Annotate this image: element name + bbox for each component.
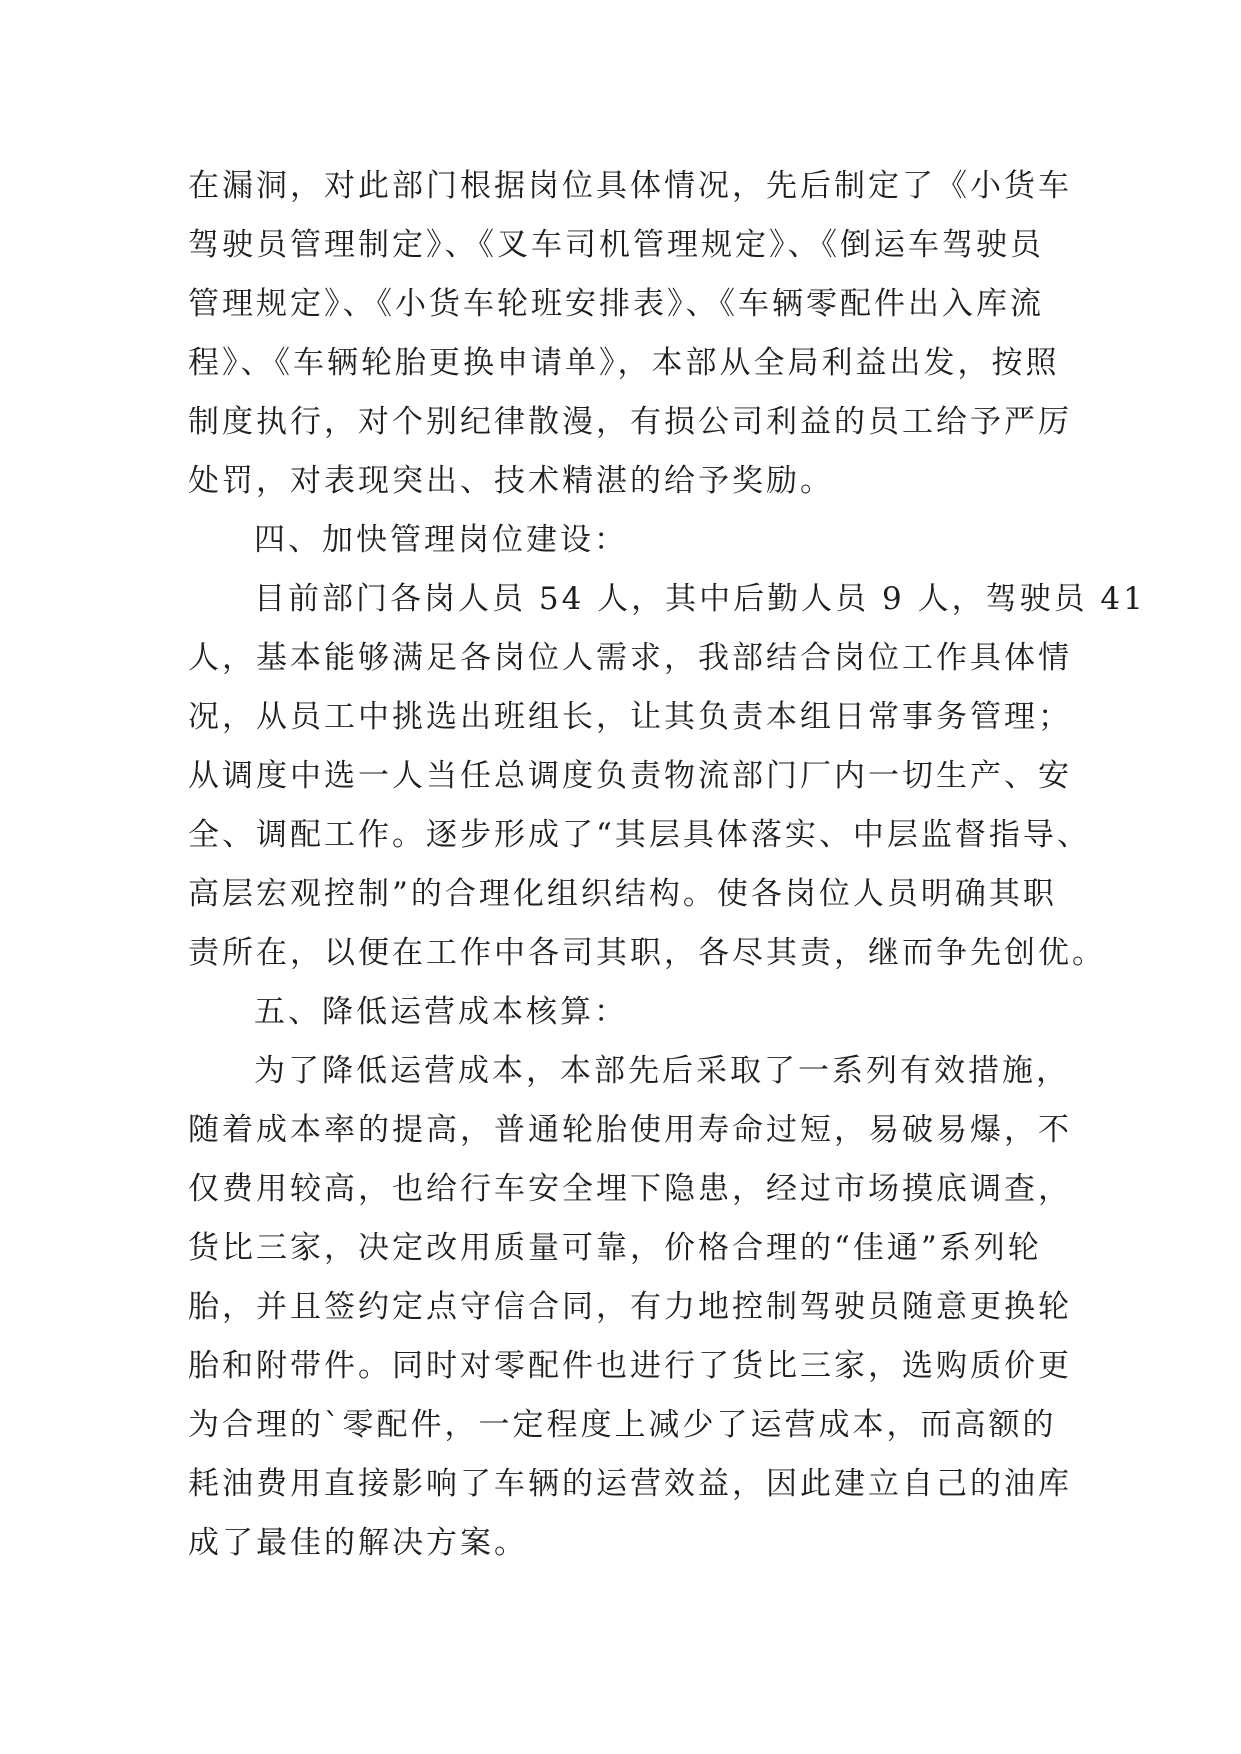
text-line: 管理规定》、《小货车轮班安排表》、《车辆零配件出入库流 (188, 286, 1044, 322)
text-line: 在漏洞，对此部门根据岗位具体情况，先后制定了《小货车 (188, 168, 1072, 204)
text-line: 货比三家，决定改用质量可靠，价格合理的“佳通”系列轮 (188, 1230, 1042, 1266)
text-line: 从调度中选一人当任总调度负责物流部门厂内一切生产、安 (188, 758, 1072, 794)
text-line: 责所在，以便在工作中各司其职，各尽其责，继而争先创优。 (188, 935, 1106, 971)
text-line: 处罚，对表现突出、技术精湛的给予奖励。 (188, 463, 834, 499)
text-line: 程》、《车辆轮胎更换申请单》，本部从全局利益出发，按照 (188, 345, 1060, 381)
text-line: 全、调配工作。逐步形成了“其层具体落实、中层监督指导、 (188, 817, 1091, 853)
text-line: 随着成本率的提高，普通轮胎使用寿命过短，易破易爆，不 (188, 1112, 1072, 1148)
text-line: 胎，并且签约定点守信合同，有力地控制驾驶员随意更换轮 (188, 1289, 1072, 1325)
text-line: 目前部门各岗人员 54 人，其中后勤人员 9 人，驾驶员 41 (254, 581, 1146, 617)
text-line: 耗油费用直接影响了车辆的运营效益，因此建立自己的油库 (188, 1466, 1072, 1502)
body-text (188, 157, 1146, 1573)
text-line: 仅费用较高，也给行车安全埋下隐患，经过市场摸底调查， (188, 1171, 1072, 1207)
text-line: 为了降低运营成本，本部先后采取了一系列有效措施， (254, 1053, 1070, 1089)
text-line: 人，基本能够满足各岗位人需求，我部结合岗位工作具体情 (188, 640, 1072, 676)
text-line: 高层宏观控制”的合理化组织结构。使各岗位人员明确其职 (188, 876, 1057, 912)
text-line: 况，从员工中挑选出班组长，让其负责本组日常事务管理； (188, 699, 1072, 735)
text-line: 为合理的`零配件，一定程度上减少了运营成本，而高额的 (188, 1407, 1057, 1443)
text-line: 驾驶员管理制定》、《叉车司机管理规定》、《倒运车驾驶员 (188, 227, 1044, 263)
section-heading-four: 四、加快管理岗位建设： (254, 522, 628, 558)
text-line: 制度执行，对个别纪律散漫，有损公司利益的员工给予严厉 (188, 404, 1072, 440)
text-line: 成了最佳的解决方案。 (188, 1525, 528, 1561)
text-line: 胎和附带件。同时对零配件也进行了货比三家，选购质价更 (188, 1348, 1072, 1384)
section-heading-five: 五、降低运营成本核算： (254, 994, 628, 1030)
